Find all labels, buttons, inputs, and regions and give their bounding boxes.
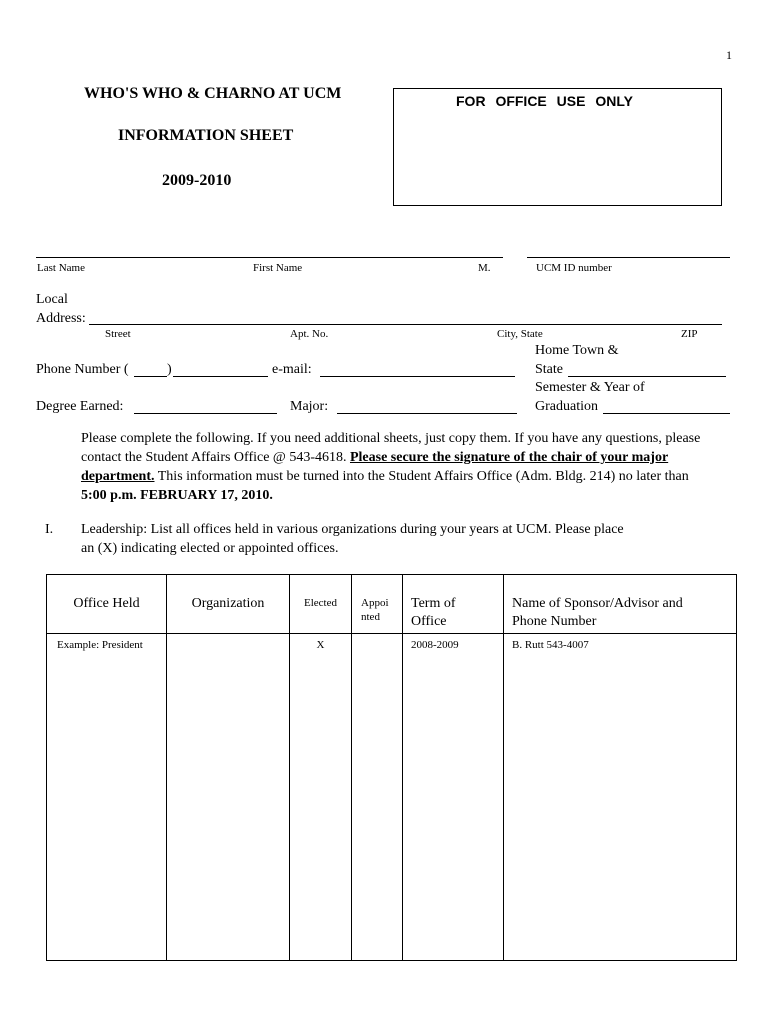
name-line[interactable] xyxy=(36,257,503,258)
email-line[interactable] xyxy=(320,376,515,377)
form-subtitle: INFORMATION SHEET xyxy=(118,127,294,144)
middle-initial-label: M. xyxy=(478,262,491,274)
home-town-label-1: Home Town & xyxy=(535,343,619,358)
graduation-line[interactable] xyxy=(603,413,730,414)
instructions-part1: Please complete the following. If you need additional sheets, just copy them. If you have any questions, please contact the Student Affairs Office @ 543-4618. xyxy=(81,431,701,465)
ucm-id-label: UCM ID number xyxy=(536,262,612,274)
degree-line[interactable] xyxy=(134,413,277,414)
street-label: Street xyxy=(105,328,131,340)
form-title: WHO'S WHO & CHARNO AT UCM xyxy=(84,85,342,102)
signature-notice: Please secure the signature of the chair of your major department. xyxy=(81,450,669,484)
phone-paren-close: ) xyxy=(167,362,172,377)
instructions-part2: This information must be turned into the Student Affairs Office (Adm. Bldg. 214) no later than xyxy=(154,469,689,484)
form-year: 2009-2010 xyxy=(162,172,232,189)
office-use-label: FOR OFFICE USE ONLY xyxy=(456,93,633,109)
sponsor-header: Name of Sponsor/Advisor and Phone Number xyxy=(504,575,737,634)
semester-label-1: Semester & Year of xyxy=(535,380,645,395)
home-town-line[interactable] xyxy=(568,376,726,377)
elected-cell[interactable]: X xyxy=(290,634,352,961)
major-label: Major: xyxy=(290,399,329,414)
address-label: Address: xyxy=(36,311,86,326)
page-number: 1 xyxy=(726,48,732,62)
leadership-table xyxy=(46,574,737,961)
table-header-row xyxy=(47,575,737,634)
apt-label: Apt. No. xyxy=(290,328,329,340)
degree-label: Degree Earned: xyxy=(36,399,124,414)
semester-label-2: Graduation xyxy=(535,399,598,414)
appointed-cell[interactable] xyxy=(352,634,403,961)
major-line[interactable] xyxy=(337,413,517,414)
instructions-paragraph xyxy=(81,429,721,505)
sponsor-cell[interactable]: B. Rutt 543-4007 xyxy=(504,634,737,961)
office-held-cell[interactable]: Example: President xyxy=(47,634,167,961)
section-numeral: I. xyxy=(45,522,54,537)
section-text-line2: an (X) indicating elected or appointed offices. xyxy=(81,541,339,556)
section-text-line1: Leadership: List all offices held in various organizations during your years at UCM. Please place xyxy=(81,522,624,537)
phone-label: Phone Number ( xyxy=(36,362,129,377)
home-town-label-2: State xyxy=(535,362,563,377)
email-label: e-mail: xyxy=(272,362,312,377)
table-row xyxy=(47,634,737,961)
phone-number-line[interactable] xyxy=(173,376,268,377)
office-use-box xyxy=(393,88,722,206)
ucm-id-line[interactable] xyxy=(527,257,730,258)
organization-cell[interactable] xyxy=(167,634,290,961)
term-cell[interactable]: 2008-2009 xyxy=(403,634,504,961)
term-header: Term of Office xyxy=(403,575,504,634)
organization-header: Organization xyxy=(167,575,290,634)
deadline: 5:00 p.m. FEBRUARY 17, 2010. xyxy=(81,488,273,503)
local-label: Local xyxy=(36,292,68,307)
appointed-header: Appoi nted xyxy=(352,575,403,634)
first-name-label: First Name xyxy=(253,262,303,274)
address-line[interactable] xyxy=(89,324,722,325)
elected-header: Elected xyxy=(290,575,352,634)
phone-area-code-line[interactable] xyxy=(134,376,167,377)
office-held-header: Office Held xyxy=(47,575,167,634)
zip-label: ZIP xyxy=(681,328,698,340)
last-name-label: Last Name xyxy=(37,262,85,274)
city-state-label: City, State xyxy=(497,328,543,340)
